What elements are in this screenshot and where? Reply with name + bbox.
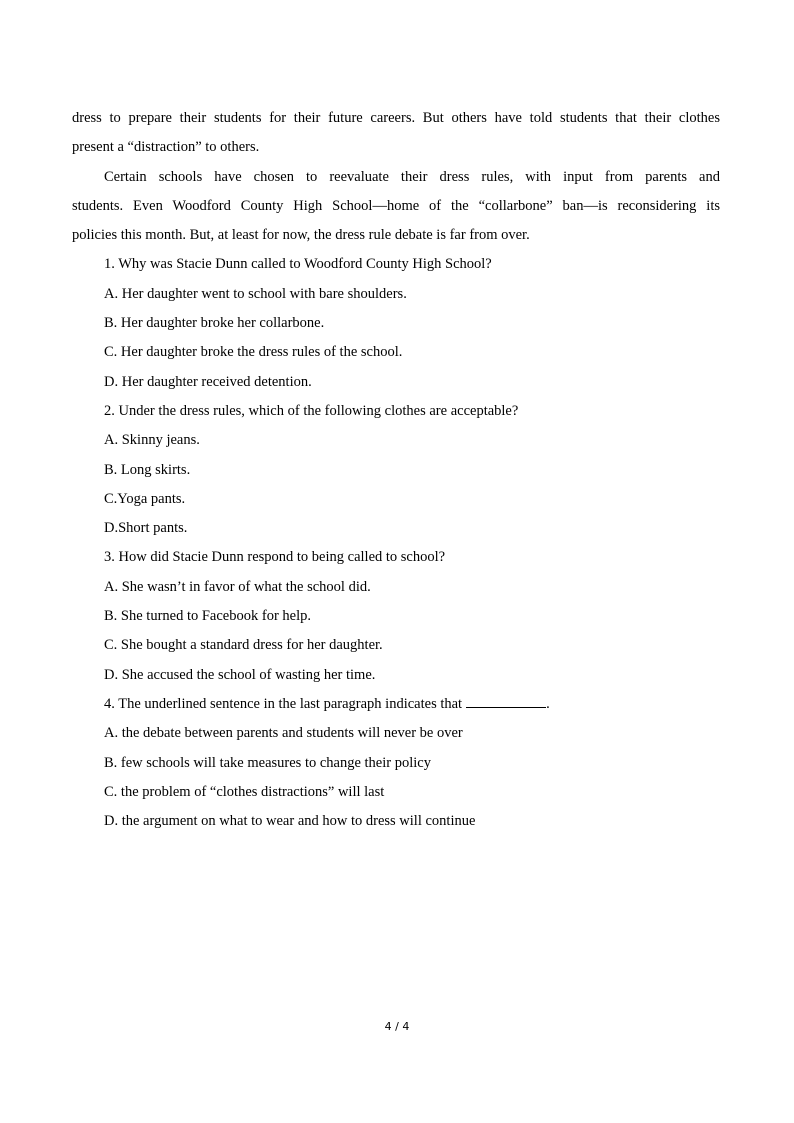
answer-option: C. the problem of “clothes distractions” will last <box>104 783 385 800</box>
question-stem: 2. Under the dress rules, which of the following clothes are acceptable? <box>104 402 519 419</box>
question-stem-text: 4. The underlined sentence in the last paragraph indicates that <box>104 695 463 712</box>
question-stem: 3. How did Stacie Dunn respond to being called to school? <box>104 549 446 566</box>
passage-line: present a “distraction” to others. <box>72 139 260 156</box>
answer-option: B. Long skirts. <box>104 461 191 478</box>
document-page <box>72 104 720 836</box>
answer-option: B. few schools will take measures to change their policy <box>104 754 431 771</box>
passage-line: Certain schools have chosen to reevaluate their dress rules, with input from parents and <box>104 168 720 185</box>
answer-option: A. Skinny jeans. <box>104 432 200 449</box>
answer-option: B. Her daughter broke her collarbone. <box>104 315 325 332</box>
answer-option: D. the argument on what to wear and how to dress will continue <box>104 813 476 830</box>
answer-option: C. She bought a standard dress for her daughter. <box>104 637 383 654</box>
passage-line: dress to prepare their students for their future careers. But others have told students that their clothes <box>72 110 720 126</box>
passage-line: policies this month. But, at least for now, the dress rule debate is far from over. <box>72 227 530 244</box>
answer-option: D. She accused the school of wasting her time. <box>104 666 376 683</box>
passage-line: students. Even Woodford County High School—home of the “collarbone” ban—is reconsidering its <box>72 197 720 214</box>
question-stem: 1. Why was Stacie Dunn called to Woodford County High School? <box>104 256 492 273</box>
question-stem <box>72 690 720 719</box>
answer-option: A. the debate between parents and students will never be over <box>104 725 463 742</box>
answer-option: A. She wasn’t in favor of what the school did. <box>104 578 371 595</box>
page-number: 4 / 4 <box>384 1020 410 1033</box>
answer-option: B. She turned to Facebook for help. <box>104 608 311 625</box>
question-stem-end: . <box>546 695 550 712</box>
answer-option: A. Her daughter went to school with bare shoulders. <box>104 285 407 302</box>
answer-option: D. Her daughter received detention. <box>104 373 312 390</box>
answer-option: C.Yoga pants. <box>104 490 186 507</box>
answer-option: C. Her daughter broke the dress rules of the school. <box>104 344 403 361</box>
answer-option: D.Short pants. <box>104 520 188 537</box>
answer-blank <box>466 692 546 708</box>
